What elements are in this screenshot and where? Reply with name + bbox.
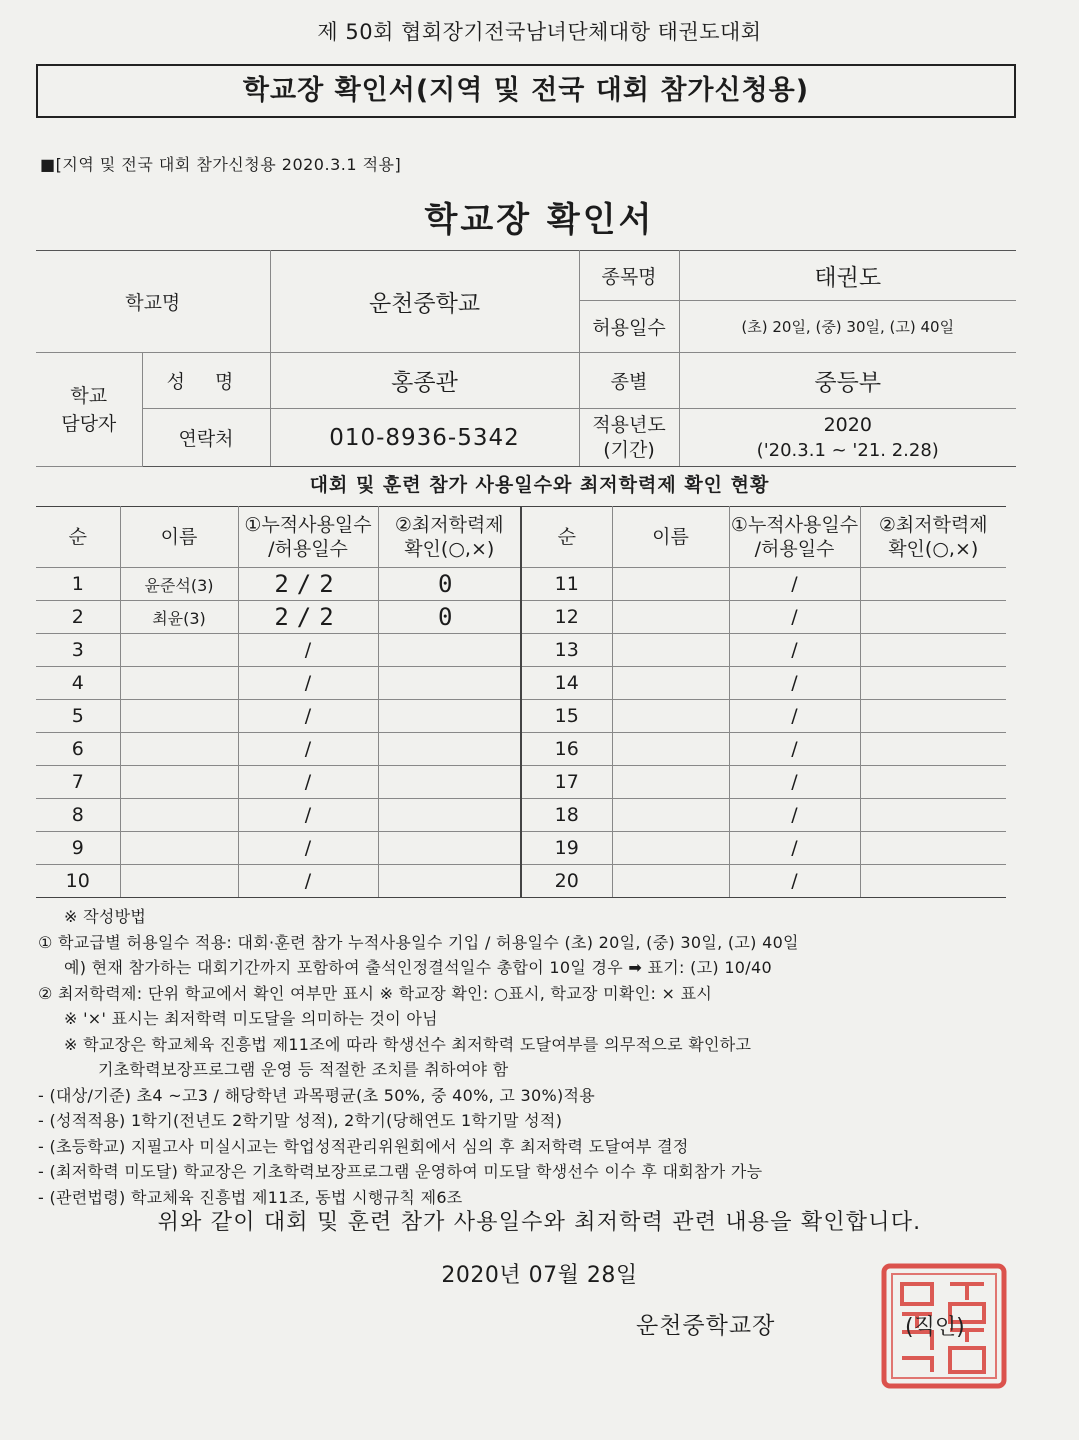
student-name <box>120 799 238 832</box>
table-row <box>36 700 1006 733</box>
days-used: / <box>729 865 860 898</box>
academic-check <box>860 799 1006 832</box>
phone-label: 연락처 <box>142 409 270 467</box>
row-number: 14 <box>521 667 612 700</box>
student-name: 최윤(3) <box>120 601 238 634</box>
days-used: / <box>238 799 378 832</box>
instruction-line: - (성적적용) 1학기(전년도 2학기말 성적), 2학기(당해연도 1학기말 성적) <box>38 1111 563 1130</box>
col-days: ①누적사용일수 /허용일수 <box>729 507 860 568</box>
student-name <box>120 865 238 898</box>
instruction-line: ① 학교급별 허용일수 적용: 대회·훈련 참가 누적사용일수 기입 / 허용일수 (초) 20일, (중) 30일, (고) 40일 <box>38 932 799 952</box>
col-check: ②최저학력제 확인(○,×) <box>378 507 521 568</box>
student-name <box>120 700 238 733</box>
days-used: / <box>238 667 378 700</box>
days-used: / <box>729 799 860 832</box>
form-note: ■[지역 및 전국 대회 참가신청용 2020.3.1 적용] <box>40 155 402 174</box>
row-number: 6 <box>36 733 120 766</box>
academic-check <box>378 766 521 799</box>
instruction-line: 기초학력보장프로그램 운영 등 적절한 조치를 취하여야 함 <box>98 1060 509 1079</box>
year-value: 2020 <box>823 413 872 436</box>
student-name <box>612 667 729 700</box>
academic-check <box>860 766 1006 799</box>
col-name: 이름 <box>120 507 238 568</box>
instruction-line: 예) 현재 참가하는 대회기간까지 포함하여 출석인정결석일수 총합이 10일 경우 ➡ 표기: (고) 10/40 <box>64 958 772 977</box>
row-number: 4 <box>36 667 120 700</box>
student-name: 윤준석(3) <box>120 568 238 601</box>
row-number: 8 <box>36 799 120 832</box>
period-value: ('20.3.1 ~ '21. 2.28) <box>756 439 939 461</box>
col-no: 순 <box>521 507 612 568</box>
instruction-line: ※ 학교장은 학교체육 진흥법 제11조에 따라 학생선수 최저학력 도달여부를 의무적으로 확인하고 <box>64 1034 752 1054</box>
student-name <box>612 601 729 634</box>
days-used: / <box>238 832 378 865</box>
col-name: 이름 <box>612 507 729 568</box>
instruction-line: ② 최저학력제: 단위 학교에서 확인 여부만 표시 ※ 학교장 확인: ○표시, 학교장 미확인: × 표시 <box>38 983 713 1003</box>
student-name <box>612 568 729 601</box>
student-name <box>120 733 238 766</box>
days-used: / <box>729 634 860 667</box>
student-name <box>120 667 238 700</box>
academic-check <box>378 700 521 733</box>
instructions-title: ※ 작성방법 <box>64 907 147 926</box>
document-banner: 학교장 확인서(지역 및 전국 대회 참가신청용) <box>36 64 1016 118</box>
table-row <box>36 865 1006 898</box>
days-used: / <box>729 766 860 799</box>
table-row <box>36 667 1006 700</box>
instruction-line: - (초등학교) 지필고사 미실시교는 학업성적관리위원회에서 심의 후 최저학력 도달여부 결정 <box>38 1136 689 1156</box>
event-title: 제 50회 협회장기전국남녀단체대항 태권도대회 <box>317 20 762 44</box>
event-label: 종목명 <box>579 251 679 301</box>
student-name <box>120 832 238 865</box>
phone-value: 010-8936-5342 <box>270 409 579 467</box>
row-number: 12 <box>521 601 612 634</box>
category-label: 종별 <box>579 353 679 409</box>
seal-mark: (직인) <box>905 1315 965 1340</box>
academic-check <box>378 799 521 832</box>
academic-check <box>860 601 1006 634</box>
instruction-line: - (관련법령) 학교체육 진흥법 제11조, 동법 시행규칙 제6조 <box>38 1187 463 1207</box>
academic-check: 0 <box>378 568 521 601</box>
row-number: 10 <box>36 865 120 898</box>
academic-check <box>378 667 521 700</box>
confirmation-date: 2020년 07월 28일 <box>441 1263 638 1288</box>
year-cell <box>679 409 1016 467</box>
academic-check <box>860 700 1006 733</box>
student-name <box>612 766 729 799</box>
row-number: 2 <box>36 601 120 634</box>
days-used: / <box>238 733 378 766</box>
category-value: 중등부 <box>679 353 1016 409</box>
instruction-line: - (최저학력 미도달) 학교장은 기초학력보장프로그램 운영하여 미도달 학생선수 이수 후 대회참가 가능 <box>38 1162 763 1181</box>
row-number: 5 <box>36 700 120 733</box>
student-name <box>612 634 729 667</box>
instructions <box>38 904 1038 1210</box>
name-label: 성 명 <box>142 353 270 409</box>
row-number: 1 <box>36 568 120 601</box>
days-used: / <box>238 700 378 733</box>
row-number: 11 <box>521 568 612 601</box>
school-value: 운천중학교 <box>270 251 579 353</box>
academic-check <box>860 667 1006 700</box>
records-table <box>36 506 1006 898</box>
academic-check <box>378 733 521 766</box>
academic-check: 0 <box>378 601 521 634</box>
days-used: / <box>729 700 860 733</box>
row-number: 3 <box>36 634 120 667</box>
col-check: ②최저학력제 확인(○,×) <box>860 507 1006 568</box>
days-used: / <box>729 568 860 601</box>
student-name <box>612 733 729 766</box>
principal-name: 운천중학교장 <box>636 1313 776 1339</box>
allowed-days-label: 허용일수 <box>579 301 679 353</box>
row-number: 7 <box>36 766 120 799</box>
table-row <box>36 568 1006 601</box>
days-used: / <box>238 634 378 667</box>
col-days: ①누적사용일수 /허용일수 <box>238 507 378 568</box>
student-name <box>120 634 238 667</box>
row-number: 13 <box>521 634 612 667</box>
academic-check <box>860 568 1006 601</box>
days-used: / <box>729 832 860 865</box>
academic-check <box>378 832 521 865</box>
days-used: 2/2 <box>238 568 378 601</box>
days-used: / <box>729 733 860 766</box>
days-used: / <box>238 766 378 799</box>
days-used: / <box>729 601 860 634</box>
days-used: / <box>729 667 860 700</box>
row-number: 18 <box>521 799 612 832</box>
academic-check <box>860 832 1006 865</box>
document-title: 학교장 확인서 <box>424 200 655 240</box>
table-row <box>36 733 1006 766</box>
table-row <box>36 601 1006 634</box>
instruction-line: ※ '×' 표시는 최저학력 미도달을 의미하는 것이 아님 <box>64 1009 438 1028</box>
record-rows <box>36 568 1006 898</box>
name-value: 홍종관 <box>270 353 579 409</box>
student-name <box>612 700 729 733</box>
table-row <box>36 832 1006 865</box>
confirmation-statement: 위와 같이 대회 및 훈련 참가 사용일수와 최저학력 관련 내용을 확인합니다. <box>157 1210 922 1235</box>
student-name <box>612 832 729 865</box>
event-value: 태권도 <box>679 251 1016 301</box>
info-table <box>36 250 1016 467</box>
contact-person-label: 학교 담당자 <box>36 353 142 467</box>
table-row <box>36 799 1006 832</box>
col-no: 순 <box>36 507 120 568</box>
row-number: 20 <box>521 865 612 898</box>
student-name <box>612 799 729 832</box>
row-number: 15 <box>521 700 612 733</box>
days-used: 2/2 <box>238 601 378 634</box>
academic-check <box>378 865 521 898</box>
school-label: 학교명 <box>36 251 270 353</box>
records-heading: 대회 및 훈련 참가 사용일수와 최저학력제 확인 현황 <box>309 474 770 496</box>
academic-check <box>860 634 1006 667</box>
academic-check <box>860 865 1006 898</box>
allowed-days-value: (초) 20일, (중) 30일, (고) 40일 <box>679 301 1016 353</box>
student-name <box>612 865 729 898</box>
table-row <box>36 634 1006 667</box>
row-number: 19 <box>521 832 612 865</box>
row-number: 9 <box>36 832 120 865</box>
row-number: 17 <box>521 766 612 799</box>
student-name <box>120 766 238 799</box>
days-used: / <box>238 865 378 898</box>
instruction-line: - (대상/기준) 초4 ~고3 / 해당학년 과목평균(초 50%, 중 40%, 고 30%)적용 <box>38 1085 596 1105</box>
academic-check <box>860 733 1006 766</box>
row-number: 16 <box>521 733 612 766</box>
table-row <box>36 766 1006 799</box>
year-label: 적용년도 (기간) <box>579 409 679 467</box>
academic-check <box>378 634 521 667</box>
